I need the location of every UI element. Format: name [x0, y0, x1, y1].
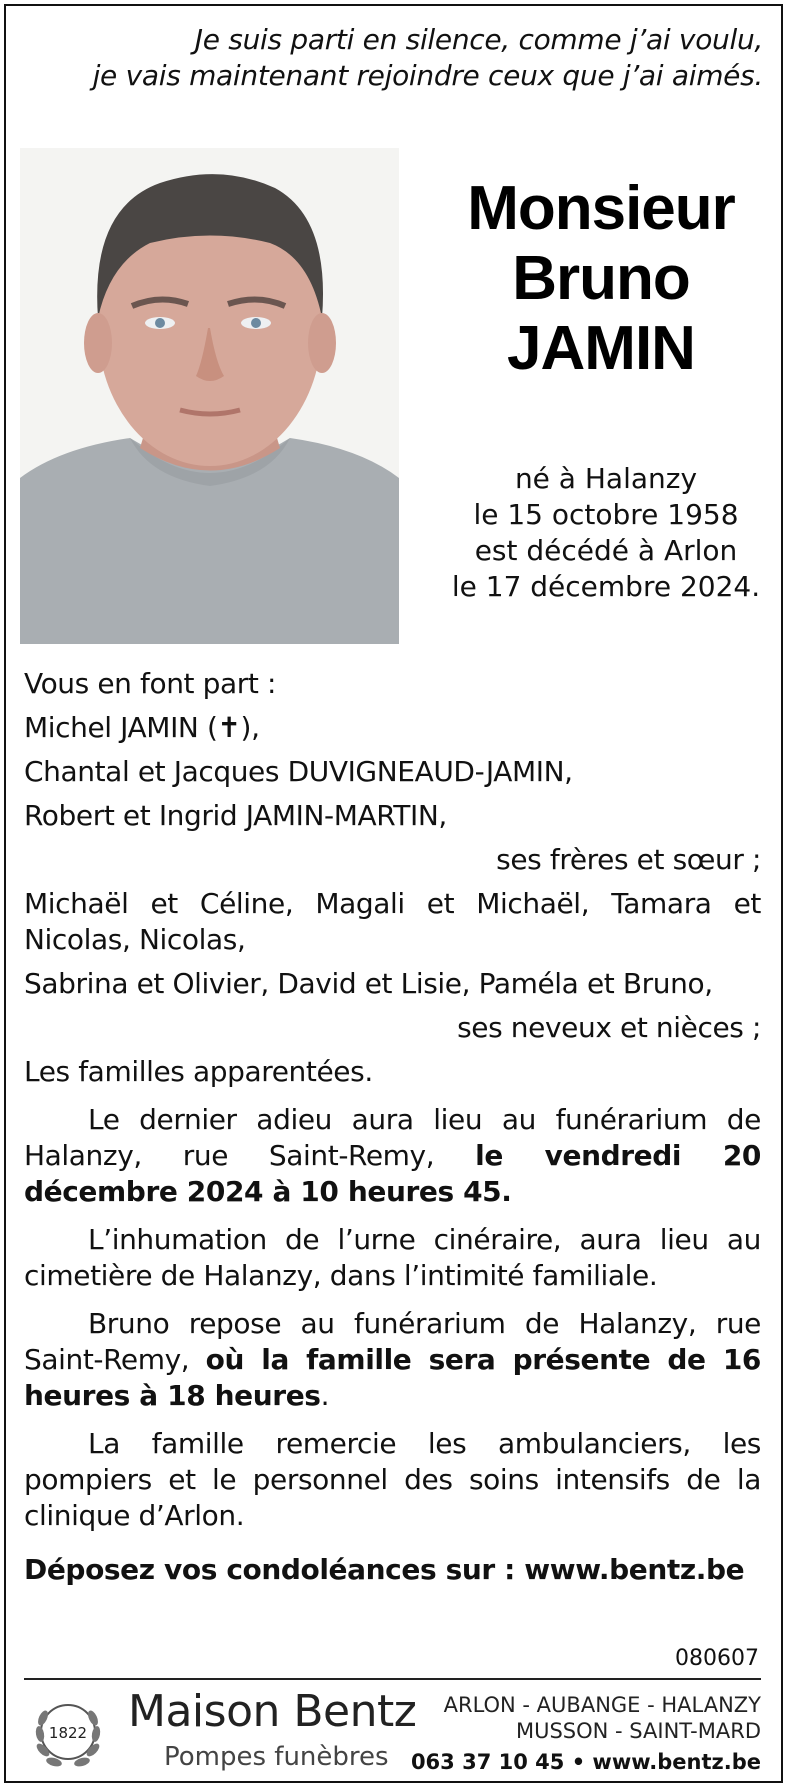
family-member: Michel JAMIN (✝),	[24, 711, 260, 744]
birth-death-details	[426, 461, 786, 605]
birth-place: né à Halanzy	[514, 462, 698, 495]
thanks-paragraph: La famille remercie les ambulanciers, les pompiers et le personnel des soins intensifs de la clinique d’Arlon.	[24, 1427, 761, 1532]
repose-hours: où la famille sera présente de 16 heures à 18 heures	[24, 1343, 761, 1412]
birth-date: le 15 octobre 1958	[473, 498, 739, 531]
repose-text: Bruno repose au funérarium de Halanzy, rue Saint-Remy,	[24, 1307, 761, 1376]
name-title: Monsieur	[467, 174, 735, 243]
deceased-name	[416, 174, 786, 384]
farewell-paragraph	[24, 1102, 761, 1210]
obituary-notice	[4, 4, 783, 1783]
company-name: Maison Bentz	[128, 1686, 417, 1737]
condolences-link[interactable]: Déposez vos condoléances sur : www.bentz.be	[24, 1553, 745, 1586]
nephews-line-1: Michaël et Céline, Magali et Michaël, Tamara et Nicolas, Nicolas,	[24, 887, 761, 956]
funeral-home-footer	[24, 1684, 761, 1774]
inhumation-paragraph: L’inhumation de l’urne cinéraire, aura lieu au cimetière de Halanzy, dans l’intimité familiale.	[24, 1223, 761, 1292]
opening-quote	[93, 22, 763, 94]
repose-paragraph	[24, 1306, 761, 1414]
farewell-text: Le dernier adieu aura lieu au funérarium de Halanzy, rue Saint-Remy,	[24, 1103, 761, 1172]
family-member: Robert et Ingrid JAMIN-MARTIN,	[24, 799, 447, 832]
nephews-label: ses neveux et nièces ;	[457, 1011, 761, 1044]
contact-info[interactable]: 063 37 10 45 • www.bentz.be	[410, 1750, 761, 1774]
name-first: Bruno	[512, 244, 690, 313]
death-place: est décédé à Arlon	[474, 534, 738, 567]
locations	[444, 1692, 761, 1744]
siblings-label: ses frères et sœur ;	[496, 843, 761, 876]
portrait-photo	[20, 148, 399, 644]
locations-line-2: MUSSON - SAINT-MARD	[515, 1719, 761, 1743]
death-date: le 17 décembre 2024.	[451, 570, 761, 603]
nephews-line-2: Sabrina et Olivier, David et Lisie, Paméla et Bruno,	[24, 967, 713, 1000]
announcement-body	[24, 666, 761, 1588]
company-subtitle: Pompes funèbres	[164, 1742, 389, 1772]
seal-year: 1822	[48, 1724, 88, 1742]
laurel-seal-icon	[28, 1692, 108, 1772]
repose-end: .	[320, 1379, 330, 1412]
name-last: JAMIN	[507, 314, 695, 383]
announce-intro: Vous en font part :	[24, 667, 276, 700]
family-member: Chantal et Jacques DUVIGNEAUD-JAMIN,	[24, 755, 573, 788]
locations-line-1: ARLON - AUBANGE - HALANZY	[443, 1693, 761, 1717]
quote-line-2: je vais maintenant rejoindre ceux que j’ai aimés.	[92, 59, 763, 92]
footer-divider	[24, 1678, 761, 1680]
quote-line-1: Je suis parti en silence, comme j’ai voulu,	[194, 23, 763, 56]
farewell-date: le vendredi 20 décembre 2024 à 10 heures 45.	[24, 1139, 762, 1208]
related-families: Les familles apparentées.	[24, 1055, 373, 1088]
reference-code: 080607	[675, 1646, 759, 1671]
